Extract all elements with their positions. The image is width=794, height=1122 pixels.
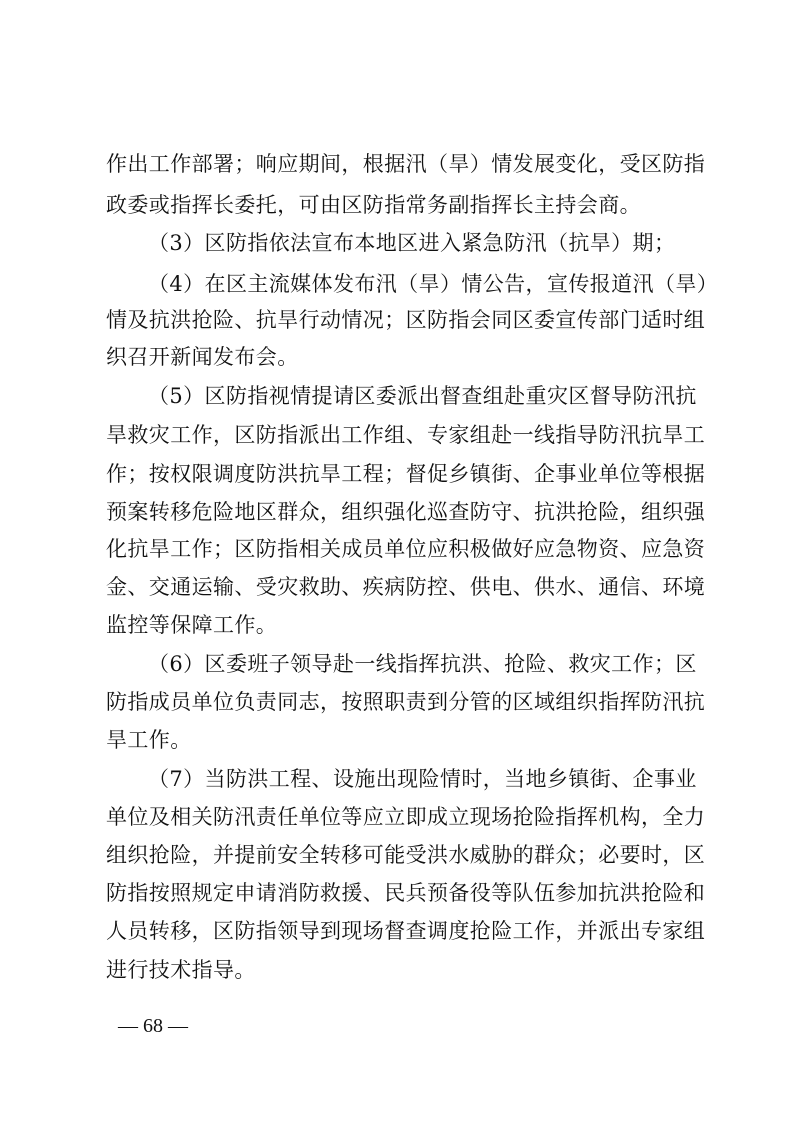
text-line: （5）区防指视情提请区委派出督查组赴重灾区督导防汛抗 [148, 384, 697, 408]
text-line: 化抗旱工作；区防指相关成员单位应积极做好应急物资、应急资 [106, 537, 706, 561]
text-line: 防指成员单位负责同志，按照职责到分管的区域组织指挥防汛抗 [106, 690, 706, 714]
page-number: — 68 — [118, 1015, 188, 1037]
text-line: （4）在区主流媒体发布汛（旱）情公告，宣传报道汛（旱） [148, 272, 719, 296]
text-line: 旱救灾工作，区防指派出工作组、专家组赴一线指导防汛抗旱工 [106, 423, 706, 447]
text-line: 预案转移危险地区群众，组织强化巡查防守、抗洪抢险，组织强 [106, 500, 706, 524]
text-line: 作；按权限调度防洪抗旱工程；督促乡镇街、企事业单位等根据 [106, 462, 706, 486]
text-line: 作出工作部署；响应期间，根据汛（旱）情发展变化，受区防指 [106, 152, 706, 176]
text-line: （7）当防洪工程、设施出现险情时，当地乡镇街、企事业 [148, 767, 697, 791]
text-line: （3）区防指依法宣布本地区进入紧急防汛（抗旱）期； [148, 231, 676, 255]
text-line: （6）区委班子领导赴一线指挥抗洪、抢险、救灾工作；区 [148, 652, 697, 676]
text-line: 政委或指挥长委托，可由区防指常务副指挥长主持会商。 [106, 193, 641, 217]
text-line: 监控等保障工作。 [106, 613, 278, 637]
text-line: 金、交通运输、受灾救助、疾病防控、供电、供水、通信、环境 [106, 575, 706, 599]
text-line: 人员转移，区防指领导到现场督查调度抢险工作，并派出专家组 [106, 919, 706, 943]
text-line: 情及抗洪抢险、抗旱行动情况；区防指会同区委宣传部门适时组 [106, 308, 706, 332]
text-line: 组织抢险，并提前安全转移可能受洪水威胁的群众；必要时，区 [106, 843, 706, 867]
text-line: 防指按照规定申请消防救援、民兵预备役等队伍参加抗洪抢险和 [106, 881, 706, 905]
text-line: 进行技术指导。 [106, 958, 256, 982]
text-line: 织召开新闻发布会。 [106, 345, 299, 369]
text-line: 单位及相关防汛责任单位等应立即成立现场抢险指挥机构，全力 [106, 805, 706, 829]
text-line: 旱工作。 [106, 728, 192, 752]
